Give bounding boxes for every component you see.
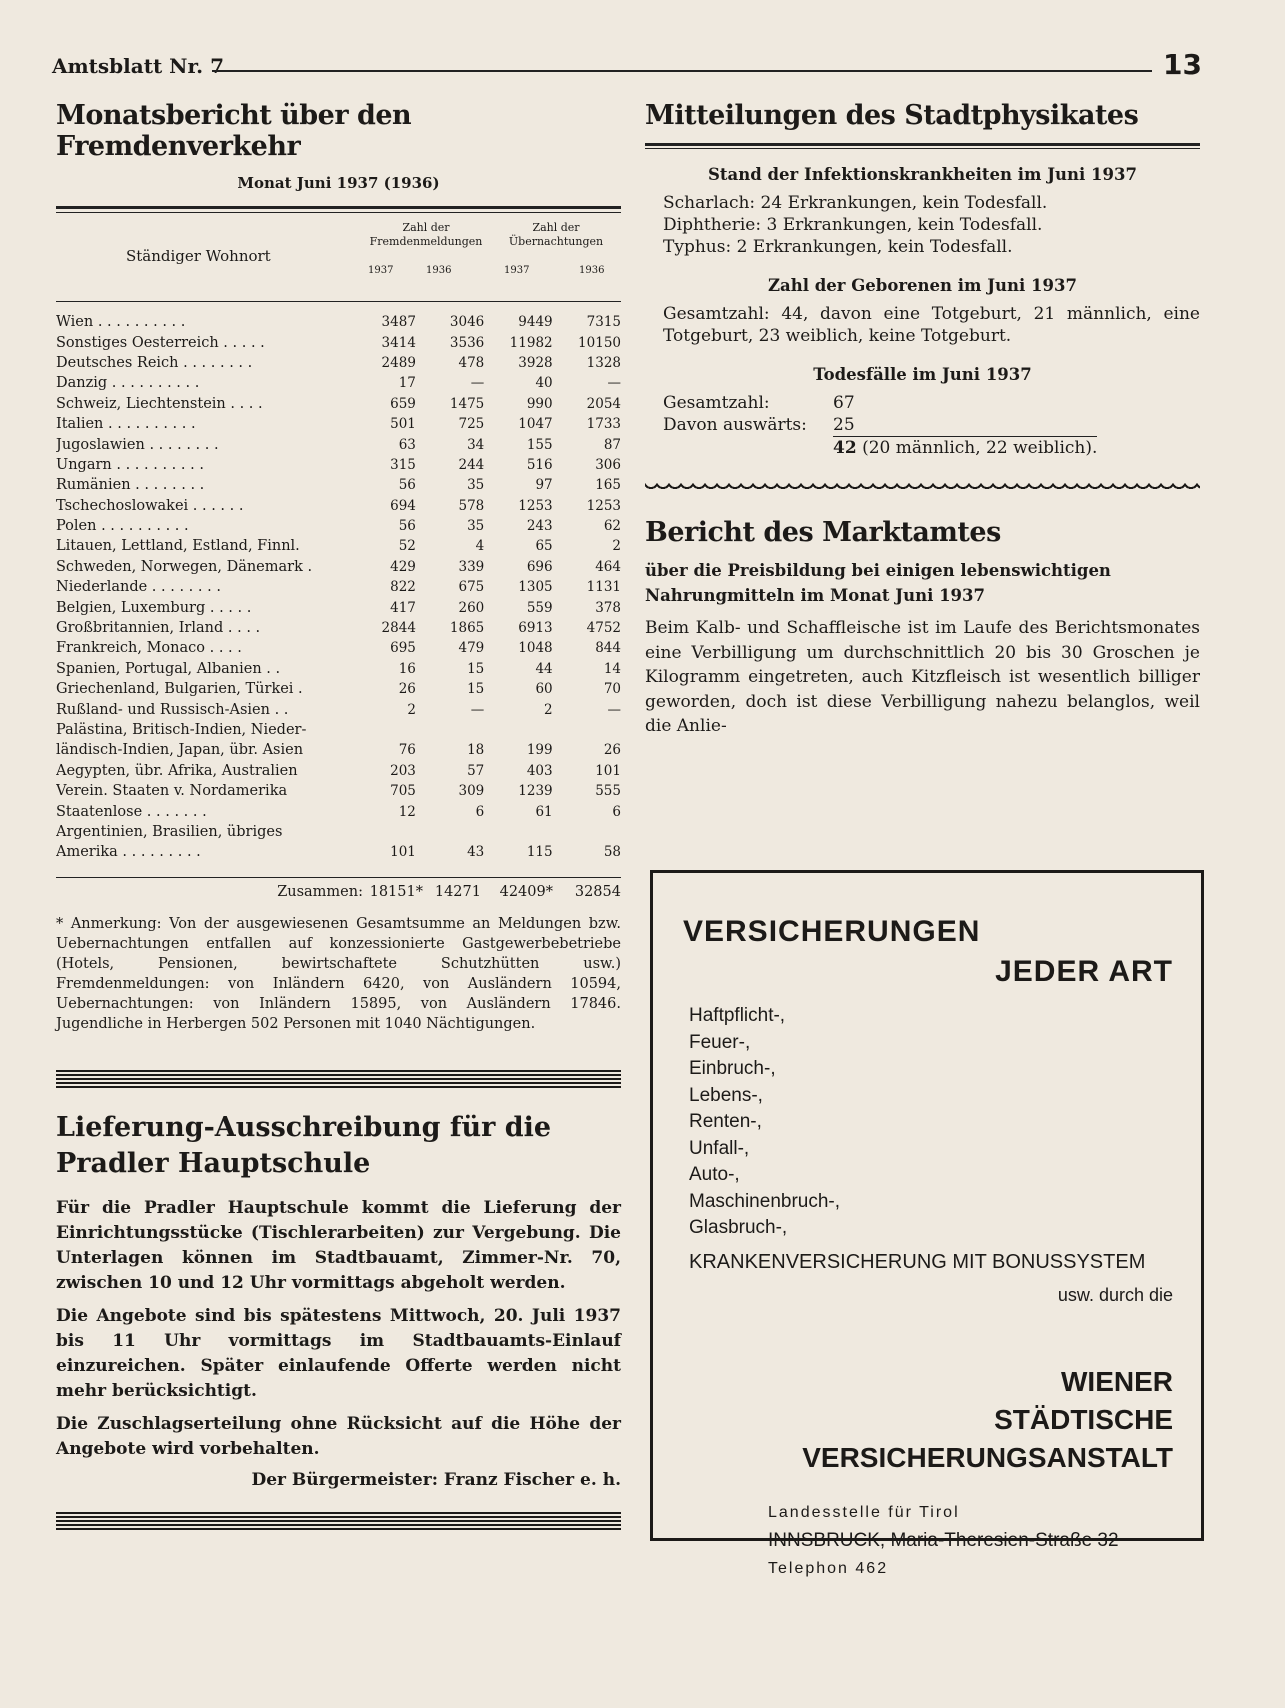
header-rule xyxy=(212,70,1152,72)
value-cell xyxy=(348,822,416,842)
births-title: Zahl der Geborenen im Juni 1937 xyxy=(768,276,1077,295)
col-residence: Ständiger Wohnort xyxy=(126,247,271,265)
value-cell: 315 xyxy=(390,456,416,473)
value-cell: 3536 xyxy=(449,334,485,351)
table-row xyxy=(56,332,621,352)
value-cell: 1733 xyxy=(586,416,621,433)
col-group-registrations: Zahl der Fremdenmeldungen xyxy=(369,221,483,248)
market-title: Bericht des Marktamtes xyxy=(645,517,1001,548)
deaths-title: Todesfälle im Juni 1937 xyxy=(813,365,1032,384)
value-cell: 2 xyxy=(612,538,621,555)
value-cell xyxy=(484,720,552,740)
value-cell: 52 xyxy=(398,538,416,555)
table-row xyxy=(56,496,621,516)
value-cell: 555 xyxy=(595,783,621,800)
tender-signature: Der Bürgermeister: Franz Fischer e. h. xyxy=(251,1470,621,1490)
value-cell: 3487 xyxy=(381,314,416,331)
infections-title: Stand der Infektionskrankheiten im Juni 1937 xyxy=(708,165,1137,184)
value-cell: 559 xyxy=(526,599,553,616)
infection-line: Diphtherie: 3 Erkrankungen, kein Todesfall. xyxy=(663,215,1043,235)
value-cell: 7315 xyxy=(586,314,621,331)
value-cell: 115 xyxy=(526,844,553,861)
value-cell: 429 xyxy=(390,558,416,575)
country-name: Staatenlose . . . . . . . xyxy=(56,803,207,820)
value-cell: 1328 xyxy=(586,354,621,371)
country-name: Aegypten, übr. Afrika, Australien xyxy=(56,762,298,779)
value-cell: 40 xyxy=(535,375,553,392)
value-cell: 675 xyxy=(458,579,485,596)
table-row xyxy=(56,394,621,414)
value-cell: 990 xyxy=(526,395,553,412)
value-cell: 203 xyxy=(390,762,416,779)
value-cell: 1475 xyxy=(449,395,485,412)
table-row xyxy=(56,679,621,699)
value-cell: 339 xyxy=(458,558,485,575)
ad-phone: Telephon 462 xyxy=(768,1560,889,1577)
value-cell xyxy=(416,822,484,842)
value-cell: — xyxy=(607,701,621,718)
value-cell: 694 xyxy=(390,497,416,514)
value-cell: 2489 xyxy=(381,354,416,371)
heavy-rule xyxy=(56,1070,621,1090)
ad-headline: VERSICHERUNGEN xyxy=(683,915,981,948)
country-name: Wien . . . . . . . . . . xyxy=(56,314,186,331)
tourism-table xyxy=(56,312,621,863)
country-name: Rumänien . . . . . . . . xyxy=(56,477,205,494)
value-cell: 60 xyxy=(535,681,553,698)
tender-paragraph: Die Zuschlagserteilung ohne Rücksicht auf die Höhe der Angebote wird vorbehalten. xyxy=(56,1414,621,1459)
table-row xyxy=(56,577,621,597)
value-cell: 15 xyxy=(467,681,485,698)
country-name: Tschechoslowakei . . . . . . xyxy=(56,497,244,514)
market-subtitle: über die Preisbildung bei einigen lebenswichtigen Nahrungmitteln im Monat Juni 1937 xyxy=(645,561,1111,605)
table-header xyxy=(56,221,621,297)
value-cell: 16 xyxy=(398,660,416,677)
table-row xyxy=(56,781,621,801)
value-cell: 6913 xyxy=(518,620,553,637)
value-cell: 101 xyxy=(595,762,621,779)
deaths-away: 25 xyxy=(833,414,1097,437)
value-cell: 199 xyxy=(526,742,553,759)
value-cell: 1865 xyxy=(449,620,485,637)
value-cell: 61 xyxy=(535,803,553,820)
value-cell: 43 xyxy=(467,844,485,861)
ad-company-line: VERSICHERUNGSANSTALT xyxy=(802,1442,1173,1473)
value-cell: 1253 xyxy=(518,497,553,514)
value-cell: — xyxy=(607,375,621,392)
market-text: Beim Kalb- und Schaffleische ist im Laufe des Berichtsmonates eine Verbilligung um durchschnittlich 20 bis 30 Groschen je Kilogramm eingetreten, auch Kitzfleisch ist wesentlich billiger geworden, doch ist diese Verbilligung nahezu belanglos, weil die Anlie- xyxy=(645,618,1200,736)
value-cell: 62 xyxy=(603,518,621,535)
deaths-away-label: Davon auswärts: xyxy=(663,415,807,436)
value-cell: 87 xyxy=(603,436,621,453)
country-name: Schweiz, Liechtenstein . . . . xyxy=(56,395,263,412)
value-cell: 2844 xyxy=(381,620,416,637)
ad-item: Haftpflicht-, xyxy=(689,1005,786,1026)
country-name: Rußland- und Russisch-Asien . . xyxy=(56,701,289,718)
deaths-net: 42 xyxy=(833,438,857,458)
value-cell: 2 xyxy=(544,701,553,718)
value-cell: 725 xyxy=(458,416,485,433)
infections-list xyxy=(663,192,1200,258)
country-name: Niederlande . . . . . . . . xyxy=(56,579,221,596)
deaths-total-label: Gesamtzahl: xyxy=(663,393,770,413)
ad-item: Glasbruch-, xyxy=(689,1217,788,1238)
ad-headline-2: JEDER ART xyxy=(995,955,1173,988)
value-cell: 1131 xyxy=(586,579,621,596)
value-cell: — xyxy=(470,375,485,392)
value-cell: 309 xyxy=(458,783,485,800)
page-header xyxy=(52,48,1202,88)
value-cell: 6 xyxy=(612,803,621,820)
value-cell: 14 xyxy=(603,660,621,677)
value-cell: 4752 xyxy=(586,620,621,637)
value-cell: 6 xyxy=(475,803,485,820)
table-row xyxy=(56,516,621,536)
col-group-overnights: Zahl der Übernachtungen xyxy=(508,221,604,248)
value-cell: 1048 xyxy=(518,640,553,657)
ad-item: Lebens-, xyxy=(689,1084,763,1106)
value-cell xyxy=(553,822,621,842)
country-name: Frankreich, Monaco . . . . xyxy=(56,640,242,657)
value-cell: 464 xyxy=(595,558,621,575)
table-row xyxy=(56,475,621,495)
value-cell: 501 xyxy=(390,416,416,433)
total-value: 32854 xyxy=(574,883,621,900)
table-row xyxy=(56,699,621,719)
value-cell xyxy=(484,822,552,842)
year-label: 1936 xyxy=(426,265,452,276)
year-label: 1937 xyxy=(368,265,394,276)
country-name: Spanien, Portugal, Albanien . . xyxy=(56,660,281,677)
tender-title: Lieferung-Ausschreibung für die Pradler Hauptschule xyxy=(56,1112,552,1179)
value-cell: 3414 xyxy=(381,334,416,351)
country-name: Griechenland, Bulgarien, Türkei . xyxy=(56,681,303,698)
value-cell: 244 xyxy=(458,456,485,473)
ad-address-block xyxy=(768,1499,1119,1583)
country-name: Amerika . . . . . . . . . xyxy=(56,844,201,861)
table-row xyxy=(56,801,621,821)
value-cell: 403 xyxy=(526,762,553,779)
value-cell: 1253 xyxy=(586,497,621,514)
value-cell: 695 xyxy=(390,640,416,657)
country-name: Deutsches Reich . . . . . . . . xyxy=(56,354,253,371)
value-cell: 10150 xyxy=(578,334,621,351)
infection-line: Scharlach: 24 Erkrankungen, kein Todesfall. xyxy=(663,193,1048,213)
country-name: Ungarn . . . . . . . . . . xyxy=(56,456,204,473)
country-name: Palästina, Britisch-Indien, Nieder- xyxy=(56,722,307,738)
value-cell: 11982 xyxy=(509,334,553,351)
value-cell: 56 xyxy=(398,518,416,535)
ad-company-line: STÄDTISCHE xyxy=(994,1404,1173,1435)
ad-insurance-list xyxy=(689,1003,840,1242)
value-cell: 58 xyxy=(603,844,621,861)
value-cell xyxy=(553,720,621,740)
value-cell: 97 xyxy=(535,477,553,494)
value-cell: 70 xyxy=(603,681,621,698)
value-cell: 3046 xyxy=(449,314,485,331)
ad-item: Maschinenbruch-, xyxy=(689,1190,841,1212)
table-row xyxy=(56,455,621,475)
value-cell xyxy=(348,720,416,740)
country-name: Belgien, Luxemburg . . . . . xyxy=(56,599,252,616)
year-label: 1936 xyxy=(579,265,605,276)
ad-item: Renten-, xyxy=(689,1111,762,1132)
value-cell: 34 xyxy=(467,436,485,453)
ad-address: INNSBRUCK, Maria-Theresien-Straße 32 xyxy=(768,1530,1119,1551)
country-name: Polen . . . . . . . . . . xyxy=(56,518,189,535)
ad-company xyxy=(802,1363,1173,1477)
country-name: Argentinien, Brasilien, übriges xyxy=(56,823,283,840)
table-row xyxy=(56,842,621,862)
value-cell: 696 xyxy=(526,558,553,575)
value-cell: 56 xyxy=(398,477,416,494)
value-cell: 26 xyxy=(603,742,621,759)
ad-health-insurance: KRANKENVERSICHERUNG MIT BONUSSYSTEM xyxy=(689,1251,1146,1273)
value-cell: 26 xyxy=(398,681,416,698)
value-cell: 1305 xyxy=(518,579,553,596)
value-cell: 260 xyxy=(458,599,485,616)
tender-section xyxy=(56,1070,621,1532)
table-row xyxy=(56,720,621,740)
country-name: Litauen, Lettland, Estland, Finnl. xyxy=(56,538,300,555)
ad-company-line: WIENER xyxy=(1061,1366,1173,1397)
table-row xyxy=(56,536,621,556)
sum-rule xyxy=(56,877,621,878)
double-rule xyxy=(645,143,1200,149)
value-cell: 479 xyxy=(458,640,485,657)
value-cell: 378 xyxy=(595,599,621,616)
page-number: 13 xyxy=(1163,48,1202,81)
wavy-divider xyxy=(645,483,1200,495)
births-text: Gesamtzahl: 44, davon eine Totgeburt, 21 männlich, eine Totgeburt, 23 weiblich, keine Totgeburt. xyxy=(663,304,1200,346)
value-cell: 822 xyxy=(390,579,416,596)
value-cell: 155 xyxy=(526,436,553,453)
tourism-subtitle: Monat Juni 1937 (1936) xyxy=(237,174,440,192)
value-cell: 35 xyxy=(467,477,485,494)
total-label: Zusammen: xyxy=(277,883,363,900)
table-row xyxy=(56,557,621,577)
table-row xyxy=(56,373,621,393)
country-name: Sonstiges Oesterreich . . . . . xyxy=(56,334,265,351)
ad-item: Feuer-, xyxy=(689,1031,751,1053)
value-cell: 101 xyxy=(390,844,416,861)
heavy-rule xyxy=(56,1512,621,1532)
value-cell: 659 xyxy=(390,395,416,412)
value-cell: 578 xyxy=(458,497,485,514)
country-name: Verein. Staaten v. Nordamerika xyxy=(56,783,288,800)
value-cell: 57 xyxy=(467,762,485,779)
ad-item: Einbruch-, xyxy=(689,1058,776,1079)
value-cell: 65 xyxy=(535,538,553,555)
total-value: 18151* xyxy=(369,883,423,900)
value-cell: 1047 xyxy=(518,416,553,433)
country-name: ländisch-Indien, Japan, übr. Asien xyxy=(56,742,304,759)
table-row xyxy=(56,740,621,760)
country-name: Schweden, Norwegen, Dänemark . xyxy=(56,558,313,575)
table-row xyxy=(56,659,621,679)
table-row xyxy=(56,638,621,658)
ad-item: Unfall-, xyxy=(689,1137,750,1159)
value-cell: 12 xyxy=(398,803,416,820)
value-cell: 165 xyxy=(595,477,621,494)
value-cell: — xyxy=(470,701,485,718)
publication-label: Amtsblatt Nr. 7 xyxy=(52,54,224,78)
table-row xyxy=(56,597,621,617)
table-row xyxy=(56,353,621,373)
table-row xyxy=(56,761,621,781)
tourism-title: Monatsbericht über den Fremdenverkehr xyxy=(56,100,412,162)
right-column xyxy=(645,100,1200,739)
table-row xyxy=(56,434,621,454)
value-cell: 844 xyxy=(595,640,621,657)
country-name: Jugoslawien . . . . . . . . xyxy=(56,436,219,453)
value-cell: 2054 xyxy=(586,395,621,412)
total-value: 42409* xyxy=(499,883,553,900)
ad-item: Auto-, xyxy=(689,1164,740,1185)
table-row xyxy=(56,312,621,332)
value-cell: 516 xyxy=(526,456,553,473)
table-row xyxy=(56,414,621,434)
year-label: 1937 xyxy=(504,265,530,276)
tender-paragraph: Die Angebote sind bis spätestens Mittwoch, 20. Juli 1937 bis 11 Uhr vormittags im Stadtbauamts-Einlauf einzureichen. Später einlaufende Offerte werden nicht mehr berücksichtigt. xyxy=(56,1306,621,1401)
value-cell: 478 xyxy=(458,354,485,371)
value-cell: 17 xyxy=(398,375,416,392)
table-footnote: * Anmerkung: Von der ausgewiesenen Gesamtsumme an Meldungen bzw. Uebernachtungen entfallen auf konzessionierte Gastgewerbebetriebe (Hotels, Pensionen, bewirtschaftete Schutzhütten usw.) Fremdenmeldungen: von Inländern 6420, von Ausländern 10594, Uebernachtungen: von Inländern 15895, von Ausländern 17846. Jugendliche in Herbergen 502 Personen mit 1040 Nächtigungen. xyxy=(56,915,621,1032)
ad-usw: usw. durch die xyxy=(1057,1285,1173,1305)
ad-office: Landesstelle für Tirol xyxy=(768,1504,960,1521)
header-rule xyxy=(56,301,621,302)
deaths-table xyxy=(663,392,1097,459)
country-name: Italien . . . . . . . . . . xyxy=(56,416,196,433)
value-cell: 2 xyxy=(407,701,416,718)
deaths-net-detail: (20 männlich, 22 weiblich). xyxy=(862,438,1098,458)
table-row xyxy=(56,618,621,638)
left-column xyxy=(56,100,621,1034)
value-cell: 1239 xyxy=(518,783,553,800)
value-cell: 243 xyxy=(526,518,553,535)
value-cell: 15 xyxy=(467,660,485,677)
value-cell: 705 xyxy=(390,783,416,800)
deaths-total: 67 xyxy=(833,393,855,413)
double-rule xyxy=(56,206,621,213)
totals-row xyxy=(56,884,621,900)
value-cell: 306 xyxy=(595,456,621,473)
table-row xyxy=(56,822,621,842)
value-cell: 3928 xyxy=(518,354,553,371)
physician-title: Mitteilungen des Stadtphysikates xyxy=(645,100,1139,131)
infection-line: Typhus: 2 Erkrankungen, kein Todesfall. xyxy=(663,237,1013,257)
value-cell: 44 xyxy=(535,660,553,677)
country-name: Großbritannien, Irland . . . . xyxy=(56,620,261,637)
country-name: Danzig . . . . . . . . . . xyxy=(56,375,200,392)
value-cell: 4 xyxy=(475,538,485,555)
value-cell: 35 xyxy=(467,518,485,535)
tender-paragraph: Für die Pradler Hauptschule kommt die Lieferung der Einrichtungsstücke (Tischlerarbeiten) zur Vergebung. Die Unterlagen können im Stadtbauamt, Zimmer-Nr. 70, zwischen 10 und 12 Uhr vormittags abgeholt werden. xyxy=(56,1198,621,1293)
value-cell: 417 xyxy=(390,599,416,616)
total-value: 14271 xyxy=(434,883,481,900)
value-cell: 9449 xyxy=(518,314,553,331)
value-cell xyxy=(416,720,484,740)
value-cell: 76 xyxy=(398,742,416,759)
value-cell: 18 xyxy=(467,742,485,759)
value-cell: 63 xyxy=(398,436,416,453)
insurance-advertisement xyxy=(650,870,1204,1577)
